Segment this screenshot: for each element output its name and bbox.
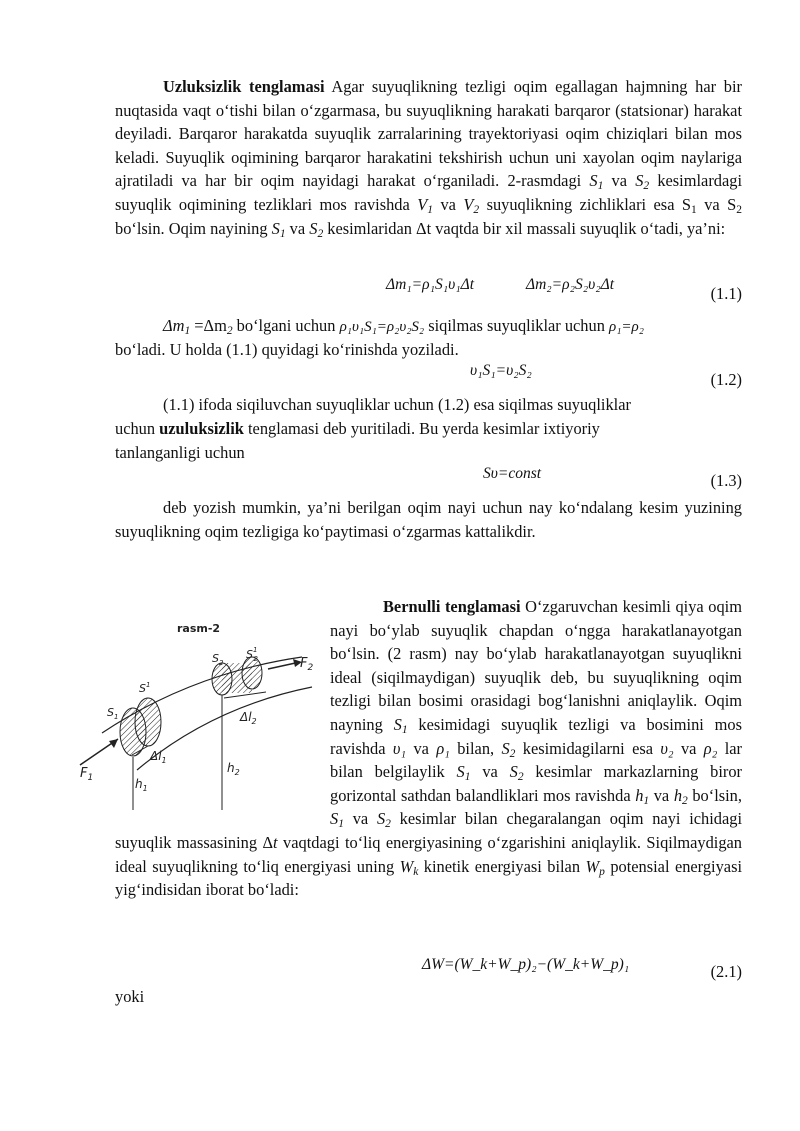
label-s2-prime: $S^1$ 2	[246, 646, 258, 663]
label-s1: $S_1$	[107, 706, 119, 721]
text-line: uchun uzuluksizlik tenglamasi deb yuritiladi. Bu yerda kesimlar ixtiyoriy	[115, 419, 600, 438]
text-line: bo‘ladi. U holda (1.1) quyidagi ko‘rinishda yoziladi.	[115, 340, 459, 359]
bernoulli-paragraph: Bernulli tenglamasi O‘zgaruvchan kesimli qiya oqim nayi bo‘ylab suyuqlik chapdan o‘ngga harakatlanayotgan bo‘lsin. (2 rasm) nay bo‘ylab harakatlanayotgan suyuqlikni ideal (siqilmaydigan) suyuqlik deb, bu suyuqlikning oqim tezligi bilan bosimi orasidagi bog‘lanishni aniqlaylik. Oqim nayning $S_1$ kesimidagi suyuqlik tezligi va bosimini mos ravishda υ₁ va ρ₁ bilan, $S_2$ kesimidagilarni esa υ₂ va ρ₂ lar bilan belgilaylik $S_1$ va $S_2$ kesimlar markazlarning biror gorizontal sathdan balandliklari mos ravishda $h_1$ va $h_2$ bo‘lsin, $S_1$ va $S_2$ kesimlar bilan chegaralangan oqim nayi ichidagi suyuqlik massasining Δt vaqtdagi to‘liq energiyasining o‘zgarishini aniqlaylik. Siqilmaydigan ideal suyuqlikning to‘liq energiyasi uning $W_k$ kinetik energiyasi bilan $W_p$ potensial energiyasi yig‘indisidan iborat bo‘ladi:	[115, 597, 743, 900]
label-delta-l2: $\Delta l_2$	[240, 710, 257, 726]
label-f2: $F_2$	[300, 656, 314, 673]
bernoulli-heading: Bernulli tenglamasi	[383, 597, 521, 616]
text-line: yoki	[115, 987, 145, 1006]
label-h1: $h_1$	[135, 777, 148, 793]
continuity-paragraph: Uzluksizlik tenglamasi Agar suyuqlikning tezligi oqim egallagan hajmning har bir nuqtasida vaqt o‘tishi bilan o‘zgarmasa, bu suyuqlikning harakati barqaror (statsionar) harakat deyiladi. Barqaror harakatda suyuqlik zarralarining trayektoriyasi oqim chiziqlari bilan mos keladi. Suyuqlik oqimining barqaror harakatini tekshirish uchun uni xayolan oqim naylariga ajratiladi va har bir oqim nayidagi harakat o‘rganiladi. 2-rasmdagi $S_1$ va $S_2$ kesimlardagi suyuqlik oqimining tezliklari mos ravishda $V_1$ va $V_2$ suyuqlikning zichliklari esa $S_1$ va $S_2$ bo‘lsin. Oqim nayining $S_1$ va $S_2$ kesimlaridan Δt vaqtda bir xil massali suyuqlik o‘tadi, ya’ni:	[115, 77, 743, 240]
flow-equation-inline: ρ₁υ₁S₁=ρ₂υ₂S₂	[339, 319, 425, 335]
label-f1: $F_1$	[80, 766, 94, 783]
label-delta-l1: $\Delta l_1$	[150, 749, 167, 765]
equation-1-3: Sυ=const	[483, 465, 542, 482]
equation-2-1: ΔW=(W_k+W_p)₂−(W_k+W_p)₁	[422, 956, 630, 973]
equation-number-2-1: (2.1)	[710, 962, 742, 981]
label-h2: $h_2$	[227, 761, 240, 777]
equation-1-2: υ₁S₁=υ₂S₂	[470, 362, 532, 379]
equation-number-1-3: (1.3)	[710, 471, 742, 490]
text-line: tanlanganligi uchun	[115, 443, 245, 462]
continuity-heading: Uzluksizlik tenglamasi	[163, 77, 325, 96]
figure-caption: rasm-2	[177, 622, 221, 635]
equation-1-1b: Δm₂=ρ₂S₂υ₂Δt	[526, 276, 615, 293]
continuity-conclusion: deb yozish mumkin, ya’ni berilgan oqim nayi uchun nay ko‘ndalang kesim yuzining suyuqlikning oqim tezligiga ko‘paytimasi o‘zgarmas kattalikdir.	[115, 498, 742, 541]
equation-number-1-2: (1.2)	[710, 370, 742, 389]
density-equality: ρ₁=ρ₂	[609, 319, 644, 335]
equation-number-1-1: (1.1)	[710, 284, 742, 303]
text-line: (1.1) ifoda siqiluvchan suyuqliklar uchun (1.2) esa siqilmas suyuqliklar	[163, 395, 631, 414]
equation-1-1a: Δm₁=ρ₁S₁υ₁Δt	[386, 276, 475, 293]
label-s1-prime: $S^1$	[139, 681, 151, 695]
label-s2: $S_2$	[212, 652, 224, 667]
equal-mass-line: $\Delta m_1 =\Delta m_2$ bo‘lgani uchun ρ₁υ₁S₁=ρ₂υ₂S₂ siqilmas suyuqliklar uchun ρ₁=ρ₂	[163, 316, 644, 337]
